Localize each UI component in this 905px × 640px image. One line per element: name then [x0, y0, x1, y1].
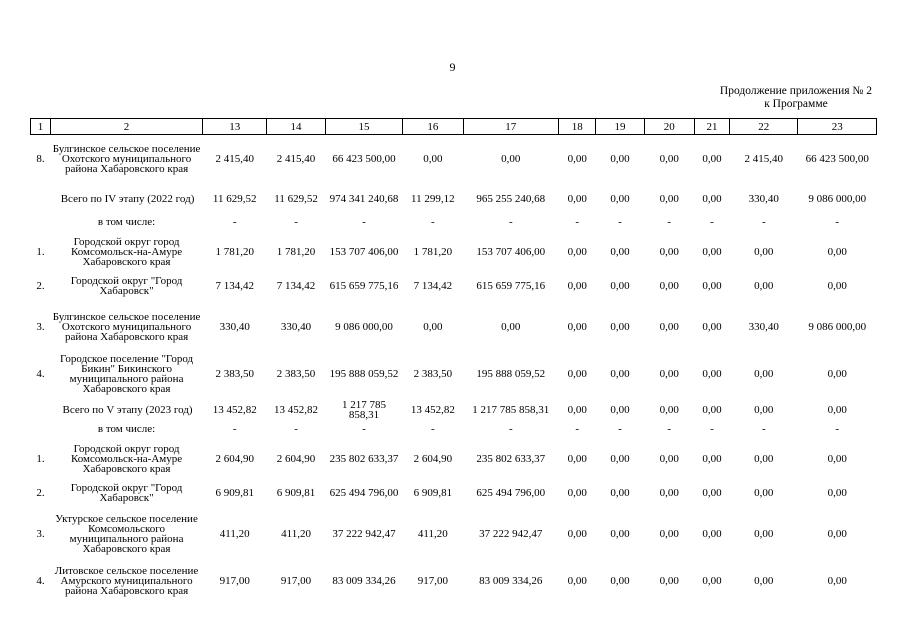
municipality-name: Всего по IV этапу (2022 год): [60, 193, 195, 205]
row-number: 3.: [36, 320, 45, 333]
value-cell-23: 66 423 500,00: [805, 152, 869, 165]
municipality-name: Городской округ "Город Хабаровск": [70, 482, 183, 504]
municipality-name: Городское поселение "Город Бикин" Бикинского муниципального района Хабаровского края: [60, 352, 194, 395]
value-cell-22: -: [761, 423, 766, 435]
header-cell: 20: [644, 119, 694, 135]
value-cell-16: 2 604,90: [413, 453, 453, 465]
value-cell-22: 0,00: [754, 367, 774, 380]
header-cell: 18: [559, 119, 596, 135]
value-cell-15: 153 707 406,00: [329, 246, 399, 258]
value-cell-15: 195 888 059,52: [329, 367, 399, 380]
municipality-name: Городской округ город Комсомольск-на-Амуре Хабаровского края: [70, 443, 183, 475]
table-row: [31, 476, 877, 510]
value-cell-21: -: [710, 423, 714, 435]
value-cell-23: -: [835, 216, 840, 228]
value-cell-13: 411,20: [219, 527, 250, 540]
value-cell-21: 0,00: [702, 404, 722, 416]
value-cell-22: 0,00: [754, 453, 774, 465]
value-cell-14: 1 781,20: [276, 246, 316, 258]
value-cell-22: -: [761, 216, 766, 228]
value-cell-23: 0,00: [827, 574, 847, 587]
continuation-note: [720, 85, 872, 111]
value-cell-15: -: [362, 423, 366, 435]
value-cell-17: -: [508, 216, 513, 228]
value-cell-16: 2 383,50: [413, 367, 453, 380]
value-cell-22: 330,40: [748, 193, 779, 205]
value-cell-14: 2 383,50: [276, 367, 316, 380]
value-cell-18: 0,00: [567, 574, 587, 587]
table-row: [31, 510, 877, 557]
municipality-name: в том числе:: [97, 216, 156, 228]
header-cell: 19: [596, 119, 644, 135]
total-row: [31, 397, 877, 423]
value-cell-13: 6 909,81: [215, 487, 254, 499]
value-cell-23: -: [835, 423, 840, 435]
value-cell-19: 0,00: [610, 152, 630, 165]
municipality-name: Булгинское сельское поселение Охотского муниципального района Хабаровского края: [52, 310, 201, 343]
municipality-name: Всего по V этапу (2023 год): [62, 404, 193, 416]
value-cell-22: 0,00: [754, 246, 774, 258]
value-cell-14: -: [294, 423, 298, 435]
row-number: 1.: [36, 246, 45, 258]
row-number: [31, 423, 51, 442]
value-cell-22: 0,00: [754, 574, 774, 587]
value-cell-20: 0,00: [659, 453, 679, 465]
value-cell-23: 0,00: [827, 280, 847, 292]
value-cell-17: 153 707 406,00: [476, 246, 546, 258]
row-number: [31, 397, 51, 423]
value-cell-21: 0,00: [702, 527, 722, 540]
value-cell-16: 411,20: [417, 527, 448, 540]
header-cell: 23: [798, 119, 877, 135]
header-cell: 15: [325, 119, 402, 135]
row-number: 2.: [36, 280, 45, 292]
value-cell-14: 411,20: [281, 527, 311, 540]
value-cell-14: 330,40: [280, 320, 312, 333]
table-row: [31, 135, 877, 183]
value-cell-20: 0,00: [659, 246, 679, 258]
value-cell-23: 0,00: [827, 487, 847, 499]
header-cell: 1: [31, 119, 51, 135]
table-row: [31, 442, 877, 476]
page-number: 9: [449, 60, 456, 74]
including-row: [31, 216, 877, 235]
value-cell-17: 615 659 775,16: [476, 280, 546, 292]
value-cell-18: 0,00: [567, 453, 587, 465]
value-cell-20: 0,00: [659, 193, 679, 205]
value-cell-14: -: [294, 216, 298, 228]
value-cell-15: 66 423 500,00: [332, 152, 396, 165]
municipality-name: Литовское сельское поселение Амурского муниципального района Хабаровского края: [54, 564, 199, 597]
value-cell-13: 2 604,90: [215, 453, 254, 465]
value-cell-18: 0,00: [567, 320, 587, 333]
value-cell-13: 330,40: [219, 320, 250, 333]
value-cell-23: 0,00: [827, 453, 847, 465]
value-cell-16: 6 909,81: [413, 487, 453, 499]
value-cell-21: 0,00: [702, 152, 722, 165]
value-cell-13: 917,00: [219, 574, 250, 587]
budget-table: [30, 118, 877, 604]
value-cell-14: 2 604,90: [276, 453, 316, 465]
value-cell-16: 13 452,82: [410, 404, 455, 416]
header-cell: 21: [694, 119, 729, 135]
value-cell-15: 9 086 000,00: [335, 320, 393, 333]
value-cell-18: 0,00: [567, 527, 587, 540]
value-cell-23: 9 086 000,00: [808, 320, 867, 333]
row-number: [31, 182, 51, 216]
value-cell-18: 0,00: [567, 404, 587, 416]
value-cell-18: 0,00: [567, 246, 587, 258]
value-cell-18: 0,00: [567, 152, 587, 165]
value-cell-15: 83 009 334,26: [332, 574, 396, 587]
value-cell-16: -: [431, 423, 435, 435]
value-cell-18: -: [575, 216, 580, 228]
row-number: [31, 216, 51, 235]
value-cell-17: 1 217 785 858,31: [472, 404, 550, 416]
value-cell-17: 37 222 942,47: [479, 527, 543, 540]
value-cell-17: 625 494 796,00: [476, 487, 546, 499]
value-cell-13: 2 415,40: [215, 152, 254, 165]
value-cell-16: 11 299,12: [411, 193, 455, 205]
including-row: [31, 423, 877, 442]
value-cell-23: 0,00: [827, 527, 847, 540]
continuation-line-1: Продолжение приложения № 2: [719, 85, 872, 97]
value-cell-19: 0,00: [610, 280, 630, 292]
value-cell-17: 235 802 633,37: [476, 453, 546, 465]
value-cell-23: 0,00: [827, 367, 847, 380]
value-cell-19: 0,00: [610, 193, 630, 205]
value-cell-15: -: [362, 216, 366, 228]
value-cell-19: 0,00: [610, 527, 630, 540]
value-cell-21: 0,00: [702, 320, 722, 333]
value-cell-22: 330,40: [748, 320, 779, 333]
row-number: 4.: [36, 574, 45, 587]
value-cell-21: 0,00: [702, 367, 722, 380]
value-cell-18: -: [575, 423, 580, 435]
value-cell-14: 7 134,42: [276, 280, 316, 292]
table-header-row: [31, 119, 877, 135]
value-cell-15: 37 222 942,47: [332, 527, 396, 540]
value-cell-19: -: [618, 423, 622, 435]
value-cell-19: 0,00: [610, 574, 630, 587]
municipality-name: Уктурское сельское поселение Комсомольского муниципального района Хабаровского края: [55, 512, 198, 555]
header-cell: 2: [51, 119, 203, 135]
value-cell-23: 0,00: [827, 246, 847, 258]
value-cell-21: 0,00: [702, 453, 722, 465]
value-cell-21: 0,00: [702, 487, 722, 499]
table-row: [31, 235, 877, 269]
header-cell: 14: [267, 119, 325, 135]
value-cell-17: 965 255 240,68: [476, 193, 546, 205]
value-cell-18: 0,00: [567, 367, 587, 380]
value-cell-20: 0,00: [659, 574, 679, 587]
value-cell-22: 2 415,40: [744, 152, 784, 165]
value-cell-22: 0,00: [754, 404, 774, 416]
continuation-line-2: к Программе: [764, 98, 828, 110]
value-cell-16: 0,00: [423, 320, 443, 333]
municipality-name: в том числе:: [97, 423, 156, 435]
value-cell-20: -: [667, 423, 672, 435]
value-cell-16: 1 781,20: [413, 246, 453, 258]
value-cell-16: 917,00: [417, 574, 448, 587]
value-cell-19: 0,00: [610, 367, 630, 380]
value-cell-20: 0,00: [659, 280, 679, 292]
value-cell-17: 195 888 059,52: [476, 367, 546, 380]
value-cell-19: 0,00: [610, 404, 630, 416]
header-cell: 13: [203, 119, 267, 135]
value-cell-13: 11 629,52: [212, 193, 257, 205]
value-cell-13: 7 134,42: [215, 280, 254, 292]
value-cell-17: 0,00: [501, 152, 521, 165]
value-cell-23: 9 086 000,00: [808, 193, 867, 205]
row-number: 8.: [36, 152, 45, 165]
value-cell-18: 0,00: [567, 487, 587, 499]
value-cell-21: -: [710, 216, 714, 228]
value-cell-20: 0,00: [659, 367, 679, 380]
value-cell-21: 0,00: [702, 193, 722, 205]
value-cell-15: 1 217 785 858,31: [341, 399, 386, 421]
value-cell-13: 13 452,82: [212, 404, 257, 416]
value-cell-14: 2 415,40: [276, 152, 316, 165]
value-cell-18: 0,00: [567, 193, 587, 205]
value-cell-14: 11 629,52: [274, 193, 318, 205]
header-cell: 17: [463, 119, 559, 135]
row-number: 4.: [36, 367, 45, 380]
value-cell-15: 615 659 775,16: [329, 280, 399, 292]
value-cell-22: 0,00: [754, 487, 774, 499]
value-cell-13: 1 781,20: [215, 246, 254, 258]
table-body: [31, 135, 877, 605]
table-row: [31, 303, 877, 350]
value-cell-20: 0,00: [659, 527, 679, 540]
value-cell-17: 83 009 334,26: [479, 574, 543, 587]
value-cell-21: 0,00: [702, 280, 722, 292]
value-cell-16: 0,00: [423, 152, 443, 165]
table-row: [31, 557, 877, 604]
value-cell-17: 0,00: [501, 320, 521, 333]
value-cell-14: 13 452,82: [274, 404, 319, 416]
municipality-name: Городской округ "Город Хабаровск": [70, 275, 183, 297]
table-row: [31, 269, 877, 303]
total-row: [31, 182, 877, 216]
row-number: 3.: [36, 527, 45, 540]
value-cell-22: 0,00: [754, 527, 774, 540]
table-row: [31, 350, 877, 397]
value-cell-19: 0,00: [610, 487, 630, 499]
row-number: 2.: [36, 487, 45, 499]
value-cell-19: 0,00: [610, 320, 630, 333]
municipality-name: Городской округ город Комсомольск-на-Амуре Хабаровского края: [70, 236, 183, 268]
value-cell-15: 974 341 240,68: [329, 193, 399, 205]
value-cell-15: 625 494 796,00: [329, 487, 399, 499]
value-cell-14: 917,00: [280, 574, 312, 587]
value-cell-19: 0,00: [610, 246, 630, 258]
value-cell-18: 0,00: [567, 280, 587, 292]
value-cell-20: -: [667, 216, 672, 228]
value-cell-20: 0,00: [659, 320, 679, 333]
value-cell-20: 0,00: [659, 152, 679, 165]
value-cell-17: -: [508, 423, 513, 435]
value-cell-15: 235 802 633,37: [329, 453, 399, 465]
header-cell: 22: [730, 119, 798, 135]
value-cell-16: -: [431, 216, 435, 228]
header-cell: 16: [403, 119, 463, 135]
value-cell-23: 0,00: [827, 404, 847, 416]
value-cell-16: 7 134,42: [413, 280, 453, 292]
value-cell-19: -: [618, 216, 622, 228]
value-cell-20: 0,00: [659, 487, 679, 499]
value-cell-14: 6 909,81: [276, 487, 316, 499]
value-cell-13: -: [232, 216, 237, 228]
value-cell-21: 0,00: [702, 574, 722, 587]
value-cell-13: -: [232, 423, 237, 435]
value-cell-22: 0,00: [754, 280, 774, 292]
value-cell-13: 2 383,50: [215, 367, 254, 380]
value-cell-21: 0,00: [702, 246, 722, 258]
value-cell-20: 0,00: [659, 404, 679, 416]
value-cell-19: 0,00: [610, 453, 630, 465]
row-number: 1.: [36, 453, 45, 465]
municipality-name: Булгинское сельское поселение Охотского муниципального района Хабаровского края: [52, 142, 201, 175]
